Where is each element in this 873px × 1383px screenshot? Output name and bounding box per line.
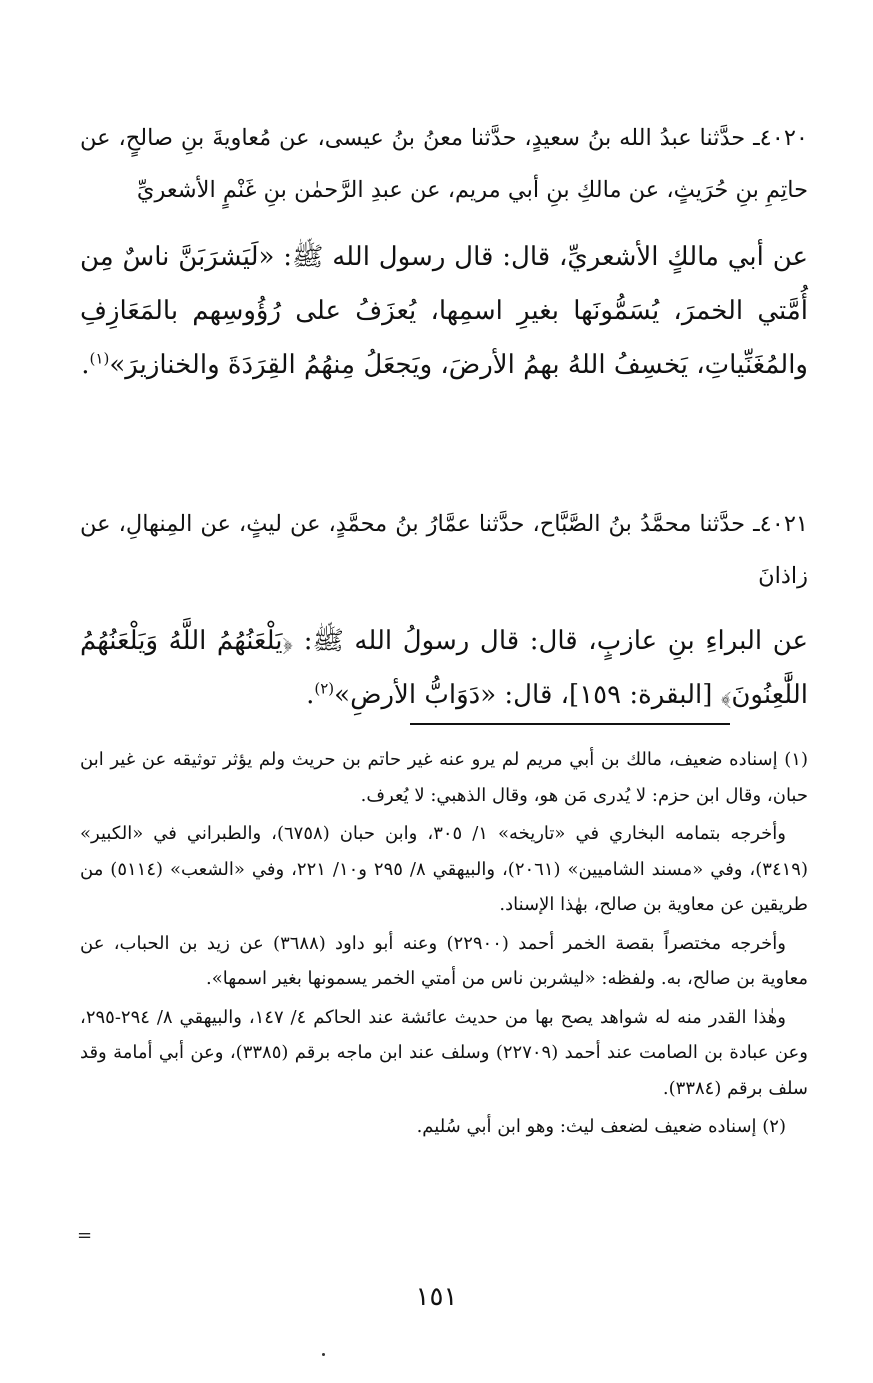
isnad-text: حدَّثنا محمَّدُ بنُ الصَّبَّاح، حدَّثنا عمَّارُ بنُ محمَّدٍ، عن ليثٍ، عن المِنهالِ، عن زاذانَ (80, 511, 808, 589)
page-number: ١٥١ (415, 1282, 458, 1312)
footnote-1: (١) إسناده ضعيف، مالك بن أبي مريم لم يرو عنه غير حاتم بن حريث ولم يؤثر توثيقه عن غير ابن حبان، وقال ابن حزم: لا يُدرى مَن هو، وقال الذهبي: لا يُعرف. (80, 749, 808, 806)
footnote-1-witnesses: وهٰذا القدر منه له شواهد يصح بها من حديث عائشة عند الحاكم ٤/ ١٤٧، والبيهقي ٨/ ٢٩٤-٢٩٥، وعن عبادة بن الصامت عند أحمد (٢٢٧٠٩) وسلف عند ابن ماجه برقم (٣٣٨٥)، وعن أبي أمامة وقد سلف برقم (٣٣٨٤). (80, 1006, 808, 1099)
matn-text: عن أبي مالكٍ الأشعريِّ، قال: قال رسول الله ﷺ: «لَيَشرَبَنَّ ناسٌ مِن أُمَّتي الخمرَ، يُسَمُّونَها بغيرِ اسمِها، يُعزَفُ على رُؤُوسِهم بالمَعَازِفِ والمُغَنِّياتِ، يَخسِفُ اللهُ بهمُ الأرضَ، ويَجعَلُ مِنهُمُ القِرَدَةَ والخنازيرَ» (80, 242, 808, 380)
hadith-isnad (80, 112, 808, 216)
footnote-reference[interactable]: (١) (89, 349, 110, 368)
hadith-isnad (80, 498, 808, 602)
continuation-mark: = (77, 1225, 93, 1246)
printing-speck (322, 1353, 325, 1356)
footnote-2: (٢) إسناده ضعيف لضعف ليث: وهو ابن أبي سُليم. (416, 1116, 786, 1137)
hadith-matn (80, 230, 808, 392)
hadith-number: ٤٠٢٠ـ (753, 125, 808, 151)
matn-end: . (306, 680, 315, 710)
hadith-matn (80, 614, 808, 722)
book-page (80, 0, 808, 1383)
footnote-divider (410, 723, 730, 725)
hadith-4020 (80, 112, 808, 392)
hadith-number: ٤٠٢١ـ (753, 511, 808, 537)
footnote-reference[interactable]: (٢) (314, 679, 335, 698)
isnad-text: حدَّثنا عبدُ الله بنُ سعيدٍ، حدَّثنا معنُ بنُ عيسى، عن مُعاويةَ بنِ صالحٍ، عن حاتِمِ بنِ حُرَيثٍ، عن مالكِ بنِ أبي مريم، عن عبدِ الرَّحمٰن بنِ غَنْمٍ الأشعريِّ (80, 125, 808, 203)
matn-text: عن البراءِ بنِ عازبٍ، قال: قال رسولُ الله ﷺ: ﴿يَلْعَنُهُمُ اللَّهُ وَيَلْعَنُهُمُ اللَّٰعِنُونَ﴾ [البقرة: ١٥٩]، قال: «دَوَابُّ الأرضِ» (80, 626, 808, 710)
hadith-4021 (80, 498, 808, 722)
footnote-1-abridged: وأخرجه مختصراً بقصة الخمر أحمد (٢٢٩٠٠) وعنه أبو داود (٣٦٨٨) عن زيد بن الحباب، عن معاوية بن صالح، به. ولفظه: «ليشربن ناس من أمتي الخمر يسمونها بغير اسمها». (80, 932, 808, 989)
footnote-1-takhrij: وأخرجه بتمامه البخاري في «تاريخه» ١/ ٣٠٥، وابن حبان (٦٧٥٨)، والطبراني في «الكبير» (٣٤١٩)، وفي «مسند الشاميين» (٢٠٦١)، والبيهقي ٨/ ٢٩٥ و١٠/ ٢٢١، وفي «الشعب» (٥١١٤) من طريقين عن معاوية بن صالح، بهٰذا الإسناد. (80, 823, 808, 915)
matn-end: . (81, 350, 90, 380)
footnotes-section (80, 742, 808, 1148)
